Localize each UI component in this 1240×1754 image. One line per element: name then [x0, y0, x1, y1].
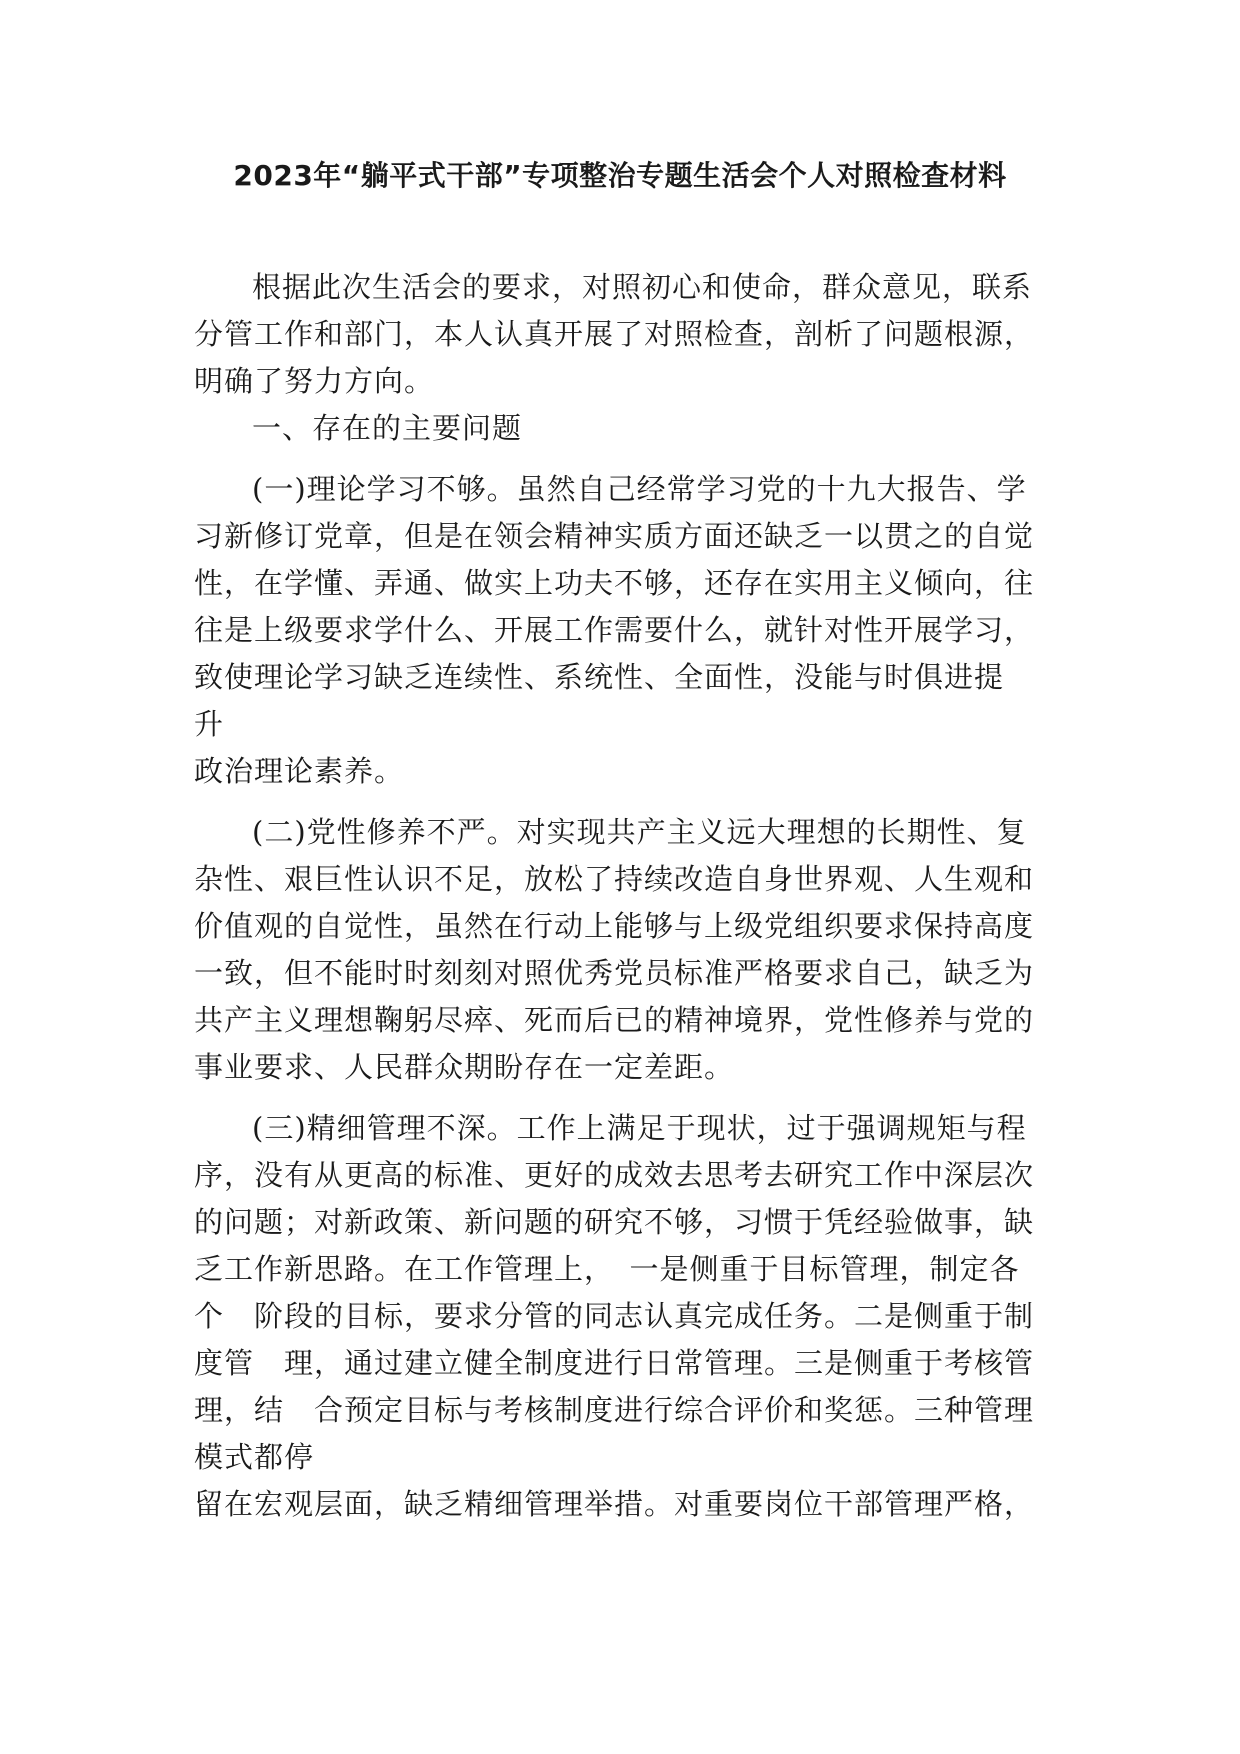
paragraph-line: 模式都停	[194, 1440, 315, 1474]
paragraph-line: 序，没有从更高的标准、更好的成效去思考去研究工作中深层次	[194, 1158, 1035, 1192]
document-title: 2023年“躺平式干部”专项整治专题生活会个人对照检查材料	[233, 159, 1007, 192]
problem-paragraph-2	[194, 809, 1054, 1091]
problem-paragraph-1	[194, 466, 1054, 795]
paragraph-line: 价值观的自觉性，虽然在行动上能够与上级党组织要求保持高度	[194, 909, 1035, 943]
paragraph-line: (一)理论学习不够。虽然自己经常学习党的十九大报告、学	[252, 472, 1027, 506]
section-heading-text: 一、存在的主要问题	[252, 411, 523, 445]
paragraph-line: 性，在学懂、弄通、做实上功夫不够，还存在实用主义倾向，往	[194, 566, 1035, 600]
paragraph-line: (三)精细管理不深。工作上满足于现状，过于强调规矩与程	[252, 1111, 1027, 1145]
paragraph-line: 根据此次生活会的要求，对照初心和使命，群众意见，联系	[252, 270, 1033, 304]
paragraph-line: 往是上级要求学什么、开展工作需要什么，就针对性开展学习，	[194, 613, 1035, 647]
paragraph-line: 一致，但不能时时刻刻对照优秀党员标准严格要求自己，缺乏为	[194, 956, 1035, 990]
paragraph-line: 习新修订党章，但是在领会精神实质方面还缺乏一以贯之的自觉	[194, 519, 1035, 553]
paragraph-line: (二)党性修养不严。对实现共产主义远大理想的长期性、复	[252, 815, 1027, 849]
intro-paragraph	[194, 264, 1054, 405]
paragraph-line: 升	[194, 707, 225, 741]
paragraph-line: 度管 理，通过建立健全制度进行日常管理。三是侧重于考核管	[194, 1346, 1035, 1380]
paragraph-line: 明确了努力方向。	[194, 364, 435, 398]
paragraph-line: 乏工作新思路。在工作管理上， 一是侧重于目标管理，制定各	[194, 1252, 1020, 1286]
paragraph-line: 事业要求、人民群众期盼存在一定差距。	[194, 1050, 735, 1084]
paragraph-line: 理，结 合预定目标与考核制度进行综合评价和奖惩。三种管理	[194, 1393, 1035, 1427]
paragraph-line: 个 阶段的目标，要求分管的同志认真完成任务。二是侧重于制	[194, 1299, 1035, 1333]
paragraph-line: 分管工作和部门，本人认真开展了对照检查，剖析了问题根源，	[194, 317, 1035, 351]
paragraph-line: 致使理论学习缺乏连续性、系统性、全面性，没能与时俱进提	[194, 660, 1005, 694]
paragraph-line: 杂性、艰巨性认识不足，放松了持续改造自身世界观、人生观和	[194, 862, 1035, 896]
paragraph-line: 政治理论素养。	[194, 754, 405, 788]
problem-paragraph-3	[194, 1105, 1054, 1528]
document-body	[194, 264, 1054, 1528]
paragraph-line: 留在宏观层面，缺乏精细管理举措。对重要岗位干部管理严格，	[194, 1487, 1035, 1521]
paragraph-line: 共产主义理想鞠躬尽瘁、死而后已的精神境界，党性修养与党的	[194, 1003, 1035, 1037]
section-heading	[194, 405, 1054, 452]
paragraph-line: 的问题；对新政策、新问题的研究不够，习惯于凭经验做事，缺	[194, 1205, 1035, 1239]
